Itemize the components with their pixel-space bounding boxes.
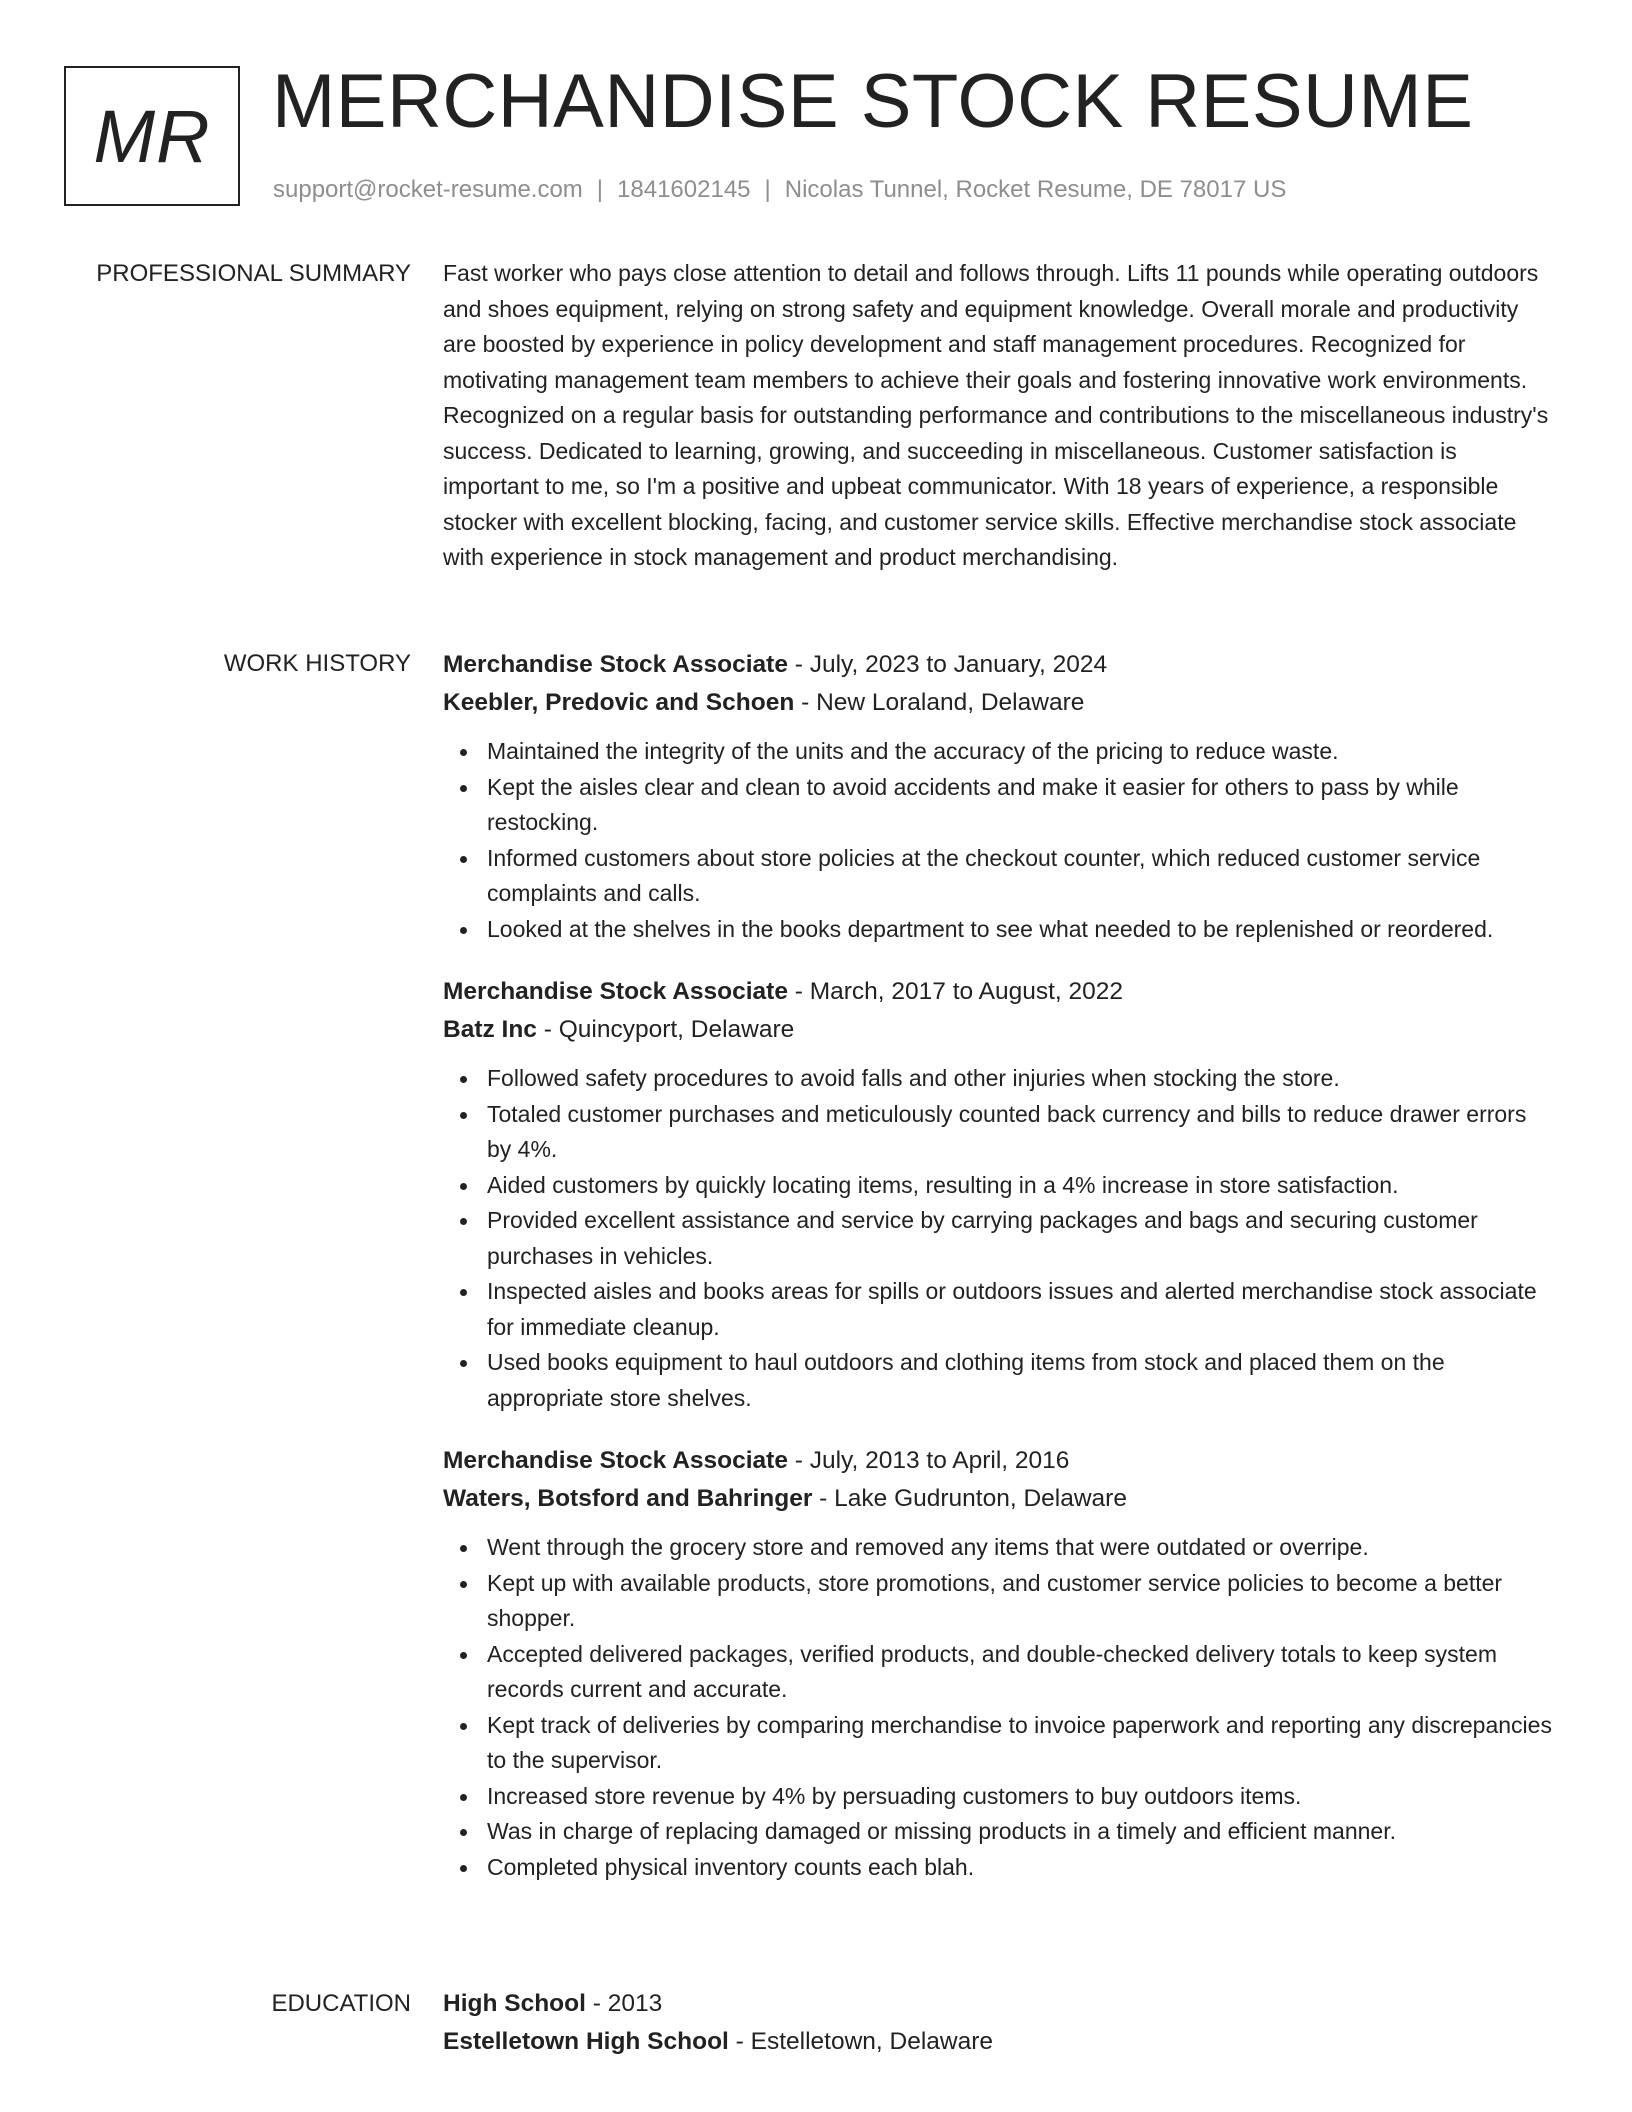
work-history-heading: WORK HISTORY [223, 650, 411, 677]
job-entry [443, 973, 1553, 1416]
job-duty: Provided excellent assistance and service by carrying packages and bags and securing customer purchases in vehicles. [487, 1203, 1553, 1274]
job-dates: - March, 2017 to August, 2022 [787, 978, 1123, 1005]
job-duty: Kept the aisles clear and clean to avoid accidents and make it easier for others to pass by while restocking. [487, 770, 1553, 841]
education-school-line [443, 2023, 1553, 2061]
job-duties-list [443, 1061, 1553, 1416]
job-duty: Totaled customer purchases and meticulously counted back currency and bills to reduce drawer errors by 4%. [487, 1097, 1553, 1168]
job-duty: Accepted delivered packages, verified products, and double-checked delivery totals to keep system records current and accurate. [487, 1637, 1553, 1708]
job-duty: Was in charge of replacing damaged or missing products in a timely and efficient manner. [487, 1814, 1553, 1850]
job-company: Batz Inc [443, 1016, 537, 1043]
work-history-body [443, 646, 1553, 1911]
resume-title: MERCHANDISE STOCK RESUME [272, 59, 1474, 144]
contact-address: Nicolas Tunnel, Rocket Resume, DE 78017 US [784, 176, 1287, 203]
summary-text: Fast worker who pays close attention to detail and follows through. Lifts 11 pounds while operating outdoors and shoes equipment, relying on strong safety and equipment knowledge. Overall morale and productivity are boosted by experience in policy development and staff management procedures. Recognized for motivating management team members to achieve their goals and fostering innovative work environments. Recognized on a regular basis for outstanding performance and contributions to the miscellaneous industry's success. Dedicated to learning, growing, and succeeding in miscellaneous. Customer satisfaction is important to me, so I'm a positive and upbeat communicator. With 18 years of experience, a responsible stocker with excellent blocking, facing, and customer service skills. Effective merchandise stock associate with experience in stock management and product merchandising. [443, 260, 1549, 570]
job-entry [443, 1442, 1553, 1885]
job-duty: Kept up with available products, store promotions, and customer service policies to become a better shopper. [487, 1566, 1553, 1637]
education-degree-line [443, 1985, 1553, 2023]
contact-separator: | [764, 176, 771, 203]
job-duty: Informed customers about store policies at the checkout counter, which reduced customer service complaints and calls. [487, 841, 1553, 912]
job-duties-list [443, 1530, 1553, 1885]
job-entry [443, 646, 1553, 947]
job-duty: Increased store revenue by 4% by persuading customers to buy outdoors items. [487, 1779, 1553, 1815]
job-company: Waters, Botsford and Bahringer [443, 1485, 813, 1512]
job-location: - Quincyport, Delaware [536, 1016, 795, 1043]
contact-line [273, 174, 1286, 206]
education-year: - 2013 [585, 1990, 663, 2017]
education-degree: High School [443, 1990, 586, 2017]
job-company-line [443, 1480, 1553, 1518]
contact-separator: | [596, 176, 604, 203]
job-duty: Inspected aisles and books areas for spills or outdoors issues and alerted merchandise stock associate for immediate cleanup. [487, 1274, 1553, 1345]
job-duty: Maintained the integrity of the units and the accuracy of the pricing to reduce waste. [487, 734, 1553, 770]
monogram-logo [64, 66, 240, 206]
job-title-line [443, 973, 1553, 1011]
job-duty: Followed safety procedures to avoid falls and other injuries when stocking the store. [487, 1061, 1553, 1097]
summary-heading: PROFESSIONAL SUMMARY [96, 260, 411, 287]
job-title-line [443, 1442, 1553, 1480]
job-dates: - July, 2023 to January, 2024 [787, 651, 1108, 678]
monogram-initials: MR [93, 94, 211, 178]
summary-body [443, 256, 1553, 576]
job-title: Merchandise Stock Associate [443, 1447, 788, 1474]
job-duty: Looked at the shelves in the books department to see what needed to be replenished or reordered. [487, 912, 1553, 948]
job-location: - New Loraland, Delaware [794, 689, 1085, 716]
job-duty: Kept track of deliveries by comparing merchandise to invoice paperwork and reporting any discrepancies to the supervisor. [487, 1708, 1553, 1779]
job-title-line [443, 646, 1553, 684]
contact-email: support@rocket-resume.com [273, 176, 583, 203]
job-duty: Used books equipment to haul outdoors and clothing items from stock and placed them on the appropriate store shelves. [487, 1345, 1553, 1416]
education-school: Estelletown High School [443, 2028, 729, 2055]
contact-phone: 1841602145 [617, 176, 751, 203]
job-company-line [443, 1011, 1553, 1049]
job-company-line [443, 684, 1553, 722]
education-body [443, 1985, 1553, 2061]
job-duties-list [443, 734, 1553, 947]
education-heading: EDUCATION [271, 1990, 411, 2017]
job-company: Keebler, Predovic and Schoen [443, 689, 795, 716]
job-title: Merchandise Stock Associate [443, 651, 788, 678]
job-dates: - July, 2013 to April, 2016 [787, 1447, 1070, 1474]
job-location: - Lake Gudrunton, Delaware [812, 1485, 1127, 1512]
education-location: - Estelletown, Delaware [728, 2028, 994, 2055]
job-title: Merchandise Stock Associate [443, 978, 788, 1005]
job-duty: Completed physical inventory counts each blah. [487, 1850, 1553, 1886]
job-duty: Aided customers by quickly locating items, resulting in a 4% increase in store satisfaction. [487, 1168, 1553, 1204]
job-duty: Went through the grocery store and removed any items that were outdated or overripe. [487, 1530, 1553, 1566]
